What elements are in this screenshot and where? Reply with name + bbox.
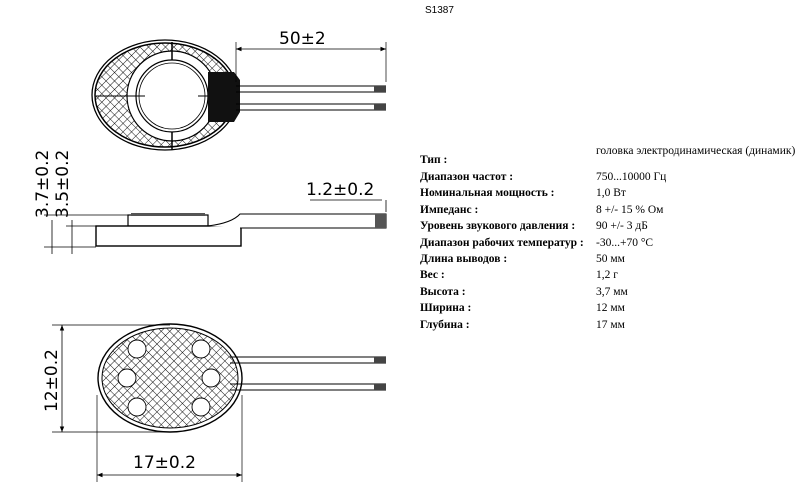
spec-value: 50 мм xyxy=(596,252,625,265)
spec-row xyxy=(420,317,810,333)
spec-value: 17 мм xyxy=(596,318,625,331)
dim-height-body: 3.5±0.2 xyxy=(53,149,73,218)
dim-width: 12±0.2 xyxy=(42,349,62,412)
spec-row xyxy=(420,185,810,201)
spec-label: Тип : xyxy=(420,154,448,166)
spec-value: 1,2 г xyxy=(596,269,618,282)
drawing-code: S1387 xyxy=(425,5,454,16)
spec-row xyxy=(420,251,810,267)
spec-label: Импеданс : xyxy=(420,203,479,216)
spec-row xyxy=(420,267,810,283)
dim-height-total: 3.7±0.2 xyxy=(33,149,53,218)
spec-value: 3,7 мм xyxy=(596,285,628,298)
spec-value: 750...10000 Гц xyxy=(596,171,667,183)
spec-row xyxy=(420,169,810,185)
spec-label: Ширина : xyxy=(420,302,472,315)
dim-depth: 17±0.2 xyxy=(133,453,196,473)
side-view xyxy=(33,150,386,254)
spec-value: 90 +/- 3 дБ xyxy=(596,220,648,233)
bottom-view xyxy=(42,324,386,482)
spec-value: головка электродинамическая (динамик) xyxy=(596,145,796,157)
spec-label: Уровень звукового давления : xyxy=(420,220,576,233)
spec-label: Номинальная мощность : xyxy=(420,187,555,200)
spec-row xyxy=(420,143,810,169)
spec-row xyxy=(420,284,810,300)
spec-label: Вес : xyxy=(420,269,445,282)
spec-value: 1,0 Вт xyxy=(596,187,626,200)
spec-value: 12 мм xyxy=(596,302,625,315)
spec-label: Глубина : xyxy=(420,318,470,331)
spec-row xyxy=(420,202,810,218)
spec-row xyxy=(420,235,810,251)
spec-label: Диапазон частот : xyxy=(420,171,514,183)
spec-value: -30...+70 °C xyxy=(596,236,654,249)
spec-value: 8 +/- 15 % Ом xyxy=(596,203,664,216)
spec-table xyxy=(420,143,810,333)
top-view xyxy=(92,29,386,150)
dim-lead-thickness: 1.2±0.2 xyxy=(306,180,375,200)
spec-row xyxy=(420,300,810,316)
spec-label: Длина выводов : xyxy=(420,252,508,265)
spec-row xyxy=(420,218,810,234)
spec-label: Высота : xyxy=(420,285,466,298)
spec-label: Диапазон рабочих температур : xyxy=(420,236,584,249)
dim-lead-length: 50±2 xyxy=(279,29,326,49)
